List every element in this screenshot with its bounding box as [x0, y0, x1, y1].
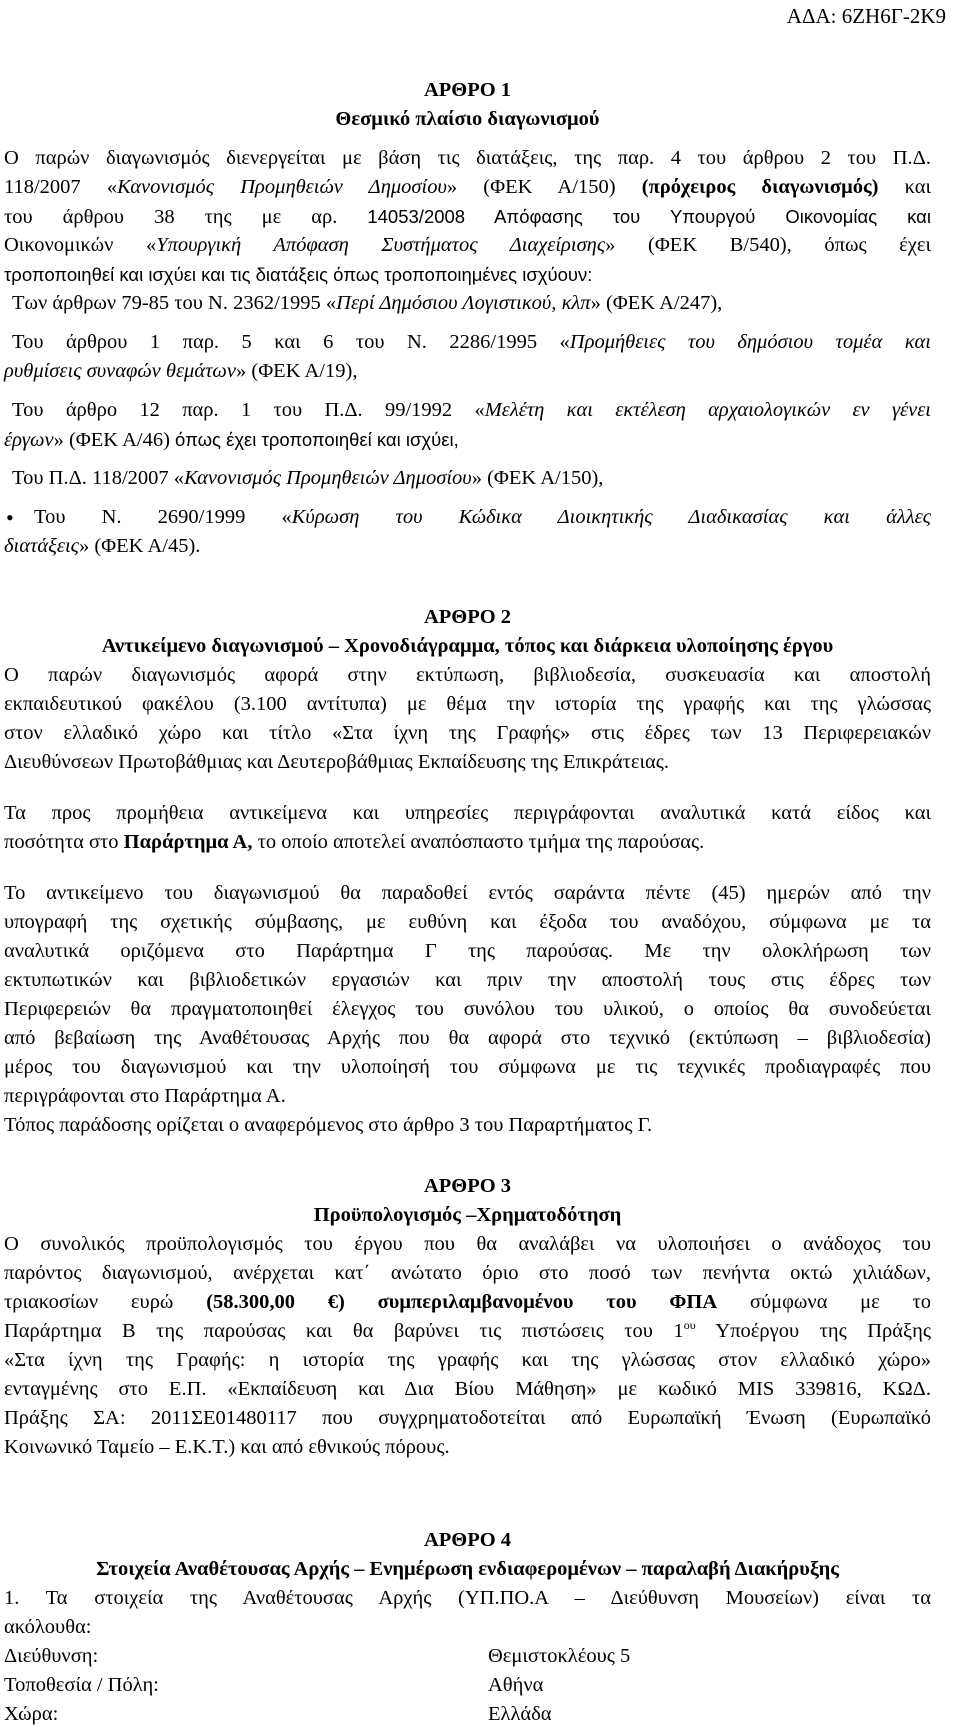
paragraph-line: τροποποιηθεί και ισχύει και τις διατάξεις όπως τροποποιημένες ισχύουν: — [4, 264, 593, 285]
list-item-continuation: έργων» (ΦΕΚ Α/46) όπως έχει τροποποιηθεί και ισχύει, — [4, 429, 459, 451]
paragraph-line: εκπαιδευτικού φακέλου (3.100 αντίτυπα) με θέμα την ιστορία της γραφής και της γλώσσας — [4, 693, 931, 715]
ada-code: ΑΔΑ: 6ΖΗ6Γ-2Κ9 — [786, 4, 946, 28]
paragraph-line: «Στα ίχνη της Γραφής: η ιστορία της γραφής και της γλώσσας στον ελλαδικό χώρο» — [4, 1349, 931, 1371]
paragraph-line: Ο παρών διαγωνισμός αφορά στην εκτύπωση, βιβλιοδεσία, συσκευασία και αποστολή — [4, 664, 931, 686]
paragraph-line: αναλυτικά οριζόμενα στο Παράρτημα Γ της παρούσας. Με την ολοκλήρωση των — [4, 940, 931, 962]
document-body — [4, 76, 931, 1729]
article-1-title: Θεσμικό πλαίσιο διαγωνισμού — [335, 108, 600, 130]
paragraph-line: ποσότητα στο Παράρτημα Α, το οποίο αποτελεί αναπόσπαστο τμήμα της παρούσας. — [4, 831, 705, 853]
contact-row: Τοποθεσία / Πόλη: Αθήνα — [4, 1674, 544, 1696]
paragraph-line: ακόλουθα: — [4, 1616, 92, 1638]
paragraph-line: Κοινωνικό Ταμείο – Ε.Κ.Τ.) και από εθνικούς πόρους. — [4, 1436, 450, 1458]
contact-row: Διεύθυνση: Θεμιστοκλέους 5 — [4, 1645, 631, 1667]
paragraph-line: Διευθύνσεων Πρωτοβάθμιας και Δευτεροβάθμιας Εκπαίδευσης της Επικράτειας. — [4, 751, 670, 773]
list-item: Του άρθρου 1 παρ. 5 και 6 του Ν. 2286/1995 «Προμήθειες του δημόσιου τομέα και — [12, 331, 931, 353]
paragraph-line: Περιφερειών θα πραγματοποιηθεί έλεγχος του συνόλου του υλικού, ο οποίος θα συνοδεύεται — [4, 998, 931, 1020]
list-item-continuation: ρυθμίσεις συναφών θεμάτων» (ΦΕΚ Α/19), — [4, 360, 358, 382]
paragraph-line: τριακοσίων ευρώ (58.300,00 €) συμπεριλαμβανομένου του ΦΠΑ σύμφωνα με το — [4, 1291, 931, 1313]
list-item: Του άρθρο 12 παρ. 1 του Π.Δ. 99/1992 «Μελέτη και εκτέλεση αρχαιολογικών εν γένει — [12, 399, 931, 421]
paragraph-line: Παράρτημα Β της παρούσας και θα βαρύνει τις πιστώσεις του $1^{o\upsilon}$ Υποέργου της Πράξης — [4, 1318, 931, 1342]
paragraph-line: ενταγμένης στο Ε.Π. «Εκπαίδευση και Δια Βίου Μάθηση» με κωδικό MIS 339816, ΚΩΔ. — [4, 1378, 931, 1400]
paragraph-line: περιγράφονται στο Παράρτημα Α. — [4, 1085, 286, 1107]
article-2-heading: ΑΡΘΡΟ 2 — [423, 606, 512, 628]
paragraph-line: Ο συνολικός προϋπολογισμός του έργου που θα αναλάβει να υλοποιήσει ο ανάδοχος του — [4, 1233, 931, 1255]
paragraph-line: Τα προς προμήθεια αντικείμενα και υπηρεσίες περιγράφονται αναλυτικά κατά είδος και — [4, 802, 931, 824]
article-4-heading: ΑΡΘΡΟ 4 — [423, 1529, 512, 1551]
paragraph-line: 118/2007 «Κανονισμός Προμηθειών Δημοσίου» (ΦΕΚ Α/150) (πρόχειρος διαγωνισμός) και — [4, 176, 931, 198]
article-3-heading: ΑΡΘΡΟ 3 — [423, 1175, 512, 1197]
article-2-title: Αντικείμενο διαγωνισμού – Χρονοδιάγραμμα, τόπος και διάρκεια υλοποίησης έργου — [101, 635, 834, 657]
paragraph-line: παρόντος διαγωνισμού, ανέρχεται κατ΄ ανώτατο όριο στο ποσό των πενήντα οκτώ χιλιάδων, — [4, 1262, 931, 1284]
paragraph-line: Ο παρών διαγωνισμός διενεργείται με βάση τις διατάξεις, της παρ. 4 του άρθρου 2 του Π.Δ. — [4, 147, 931, 169]
article-3-title: Προϋπολογισμός –Χρηματοδότηση — [313, 1204, 622, 1226]
paragraph-line: μέρος του διαγωνισμού και την υλοποίησή του σύμφωνα με τις τεχνικές προδιαγραφές που — [4, 1056, 931, 1078]
paragraph-line: εκτυπωτικών και βιβλιοδετικών εργασιών και πριν την αποστολή τους στις έδρες των — [4, 969, 931, 991]
paragraph-line: Το αντικείμενο του διαγωνισμού θα παραδοθεί εντός σαράντα πέντε (45) ημερών από την — [4, 882, 931, 904]
list-item: Του Π.Δ. 118/2007 «Κανονισμός Προμηθειών Δημοσίου» (ΦΕΚ Α/150), — [12, 467, 604, 489]
article-4-title: Στοιχεία Αναθέτουσας Αρχής – Ενημέρωση ενδιαφερομένων – παραλαβή Διακήρυξης — [96, 1558, 839, 1580]
paragraph-line: Τόπος παράδοσης ορίζεται ο αναφερόμενος στο άρθρο 3 του Παραρτήματος Γ. — [4, 1114, 653, 1136]
paragraph-line: από βεβαίωση της Αναθέτουσας Αρχής που θα αφορά στο τεχνικό (εκτύπωση – βιβλιοδεσία) — [4, 1027, 931, 1049]
paragraph-line: του άρθρου 38 της με αρ. 14053/2008 Απόφασης του Υπουργού Οικονομίας και — [4, 206, 931, 228]
list-item-continuation: διατάξεις» (ΦΕΚ Α/45). — [4, 535, 201, 557]
paragraph-line: Πράξης ΣΑ: 2011ΣΕ01480117 που συγχρηματοδοτείται από Ευρωπαϊκή Ένωση (Ευρωπαϊκό — [4, 1407, 931, 1429]
bullet-item: • Του Ν. 2690/1999 «Κύρωση του Κώδικα Διοικητικής Διαδικασίας και άλλες — [4, 503, 931, 532]
paragraph-line: υπογραφή της σχετικής σύμβασης, με ευθύνη και έξοδα του αναδόχου, σύμφωνα με τα — [4, 911, 931, 933]
paragraph-line: Οικονομικών «Υπουργική Απόφαση Συστήματος Διαχείρισης» (ΦΕΚ Β/540), όπως έχει — [4, 234, 931, 256]
paragraph-line: 1. Τα στοιχεία της Αναθέτουσας Αρχής (ΥΠ.ΠΟ.Α – Διεύθυνση Μουσείων) είναι τα — [4, 1587, 931, 1609]
list-item: Των άρθρων 79-85 του Ν. 2362/1995 «Περί Δημόσιου Λογιστικού, κλπ» (ΦΕΚ Α/247), — [12, 292, 723, 314]
paragraph-line: στον ελλαδικό χώρο και τίτλο «Στα ίχνη της Γραφής» στις έδρες των 13 Περιφερειακών — [4, 722, 931, 744]
article-1-heading: ΑΡΘΡΟ 1 — [423, 79, 512, 101]
contact-row: Χώρα: Ελλάδα — [4, 1703, 552, 1725]
